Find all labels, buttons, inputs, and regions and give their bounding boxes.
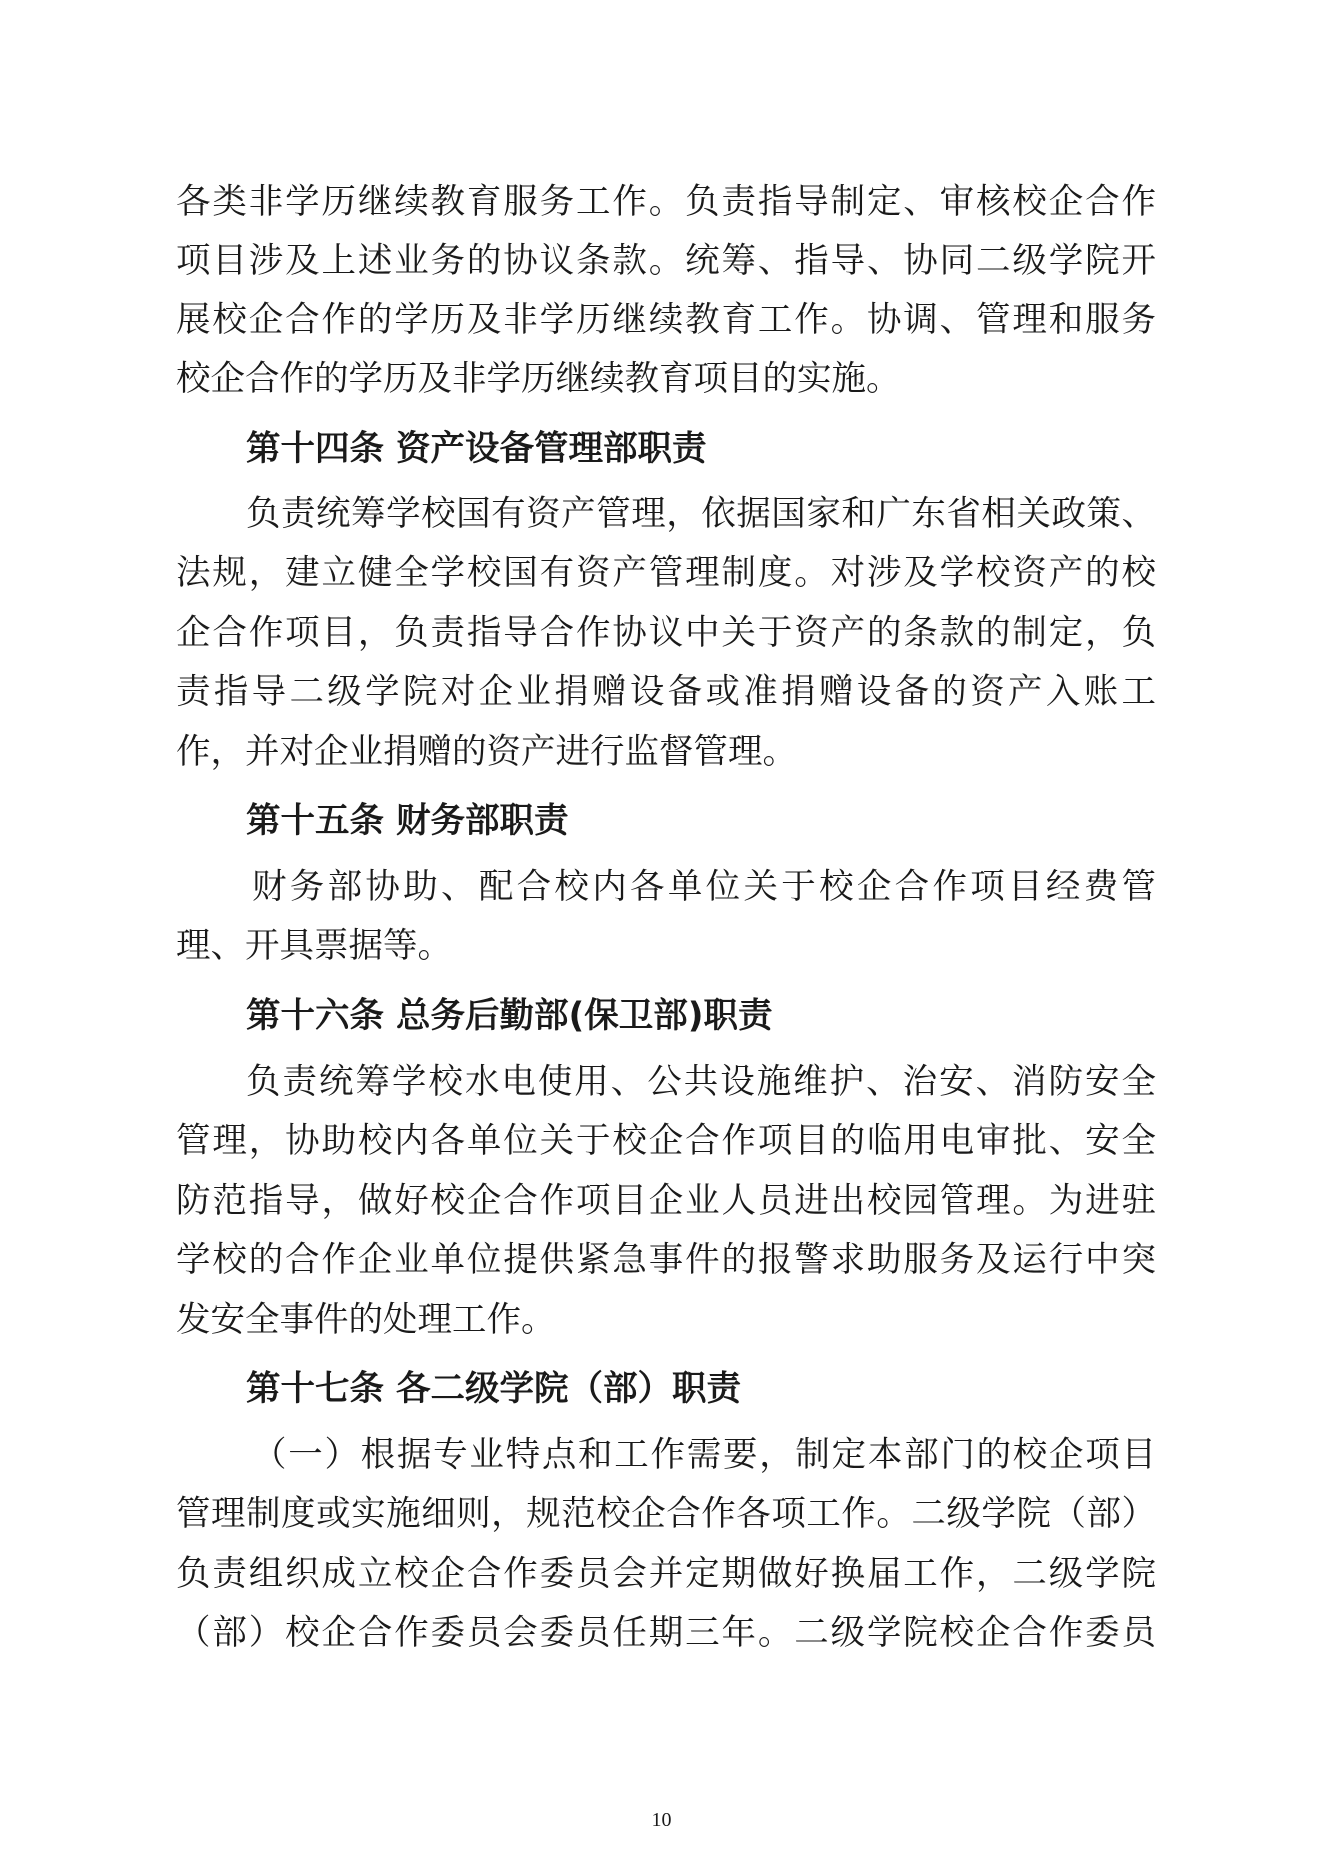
article-heading: 第十六条 总务后勤部(保卫部)职责	[246, 996, 773, 1036]
body-text-line: （一）根据专业特点和工作需要，制定本部门的校企项目	[252, 1435, 1156, 1475]
body-text-line: （部）校企合作委员会委员任期三年。二级学院校企合作委员	[176, 1613, 1156, 1653]
article-heading: 第十四条 资产设备管理部职责	[246, 429, 707, 469]
body-text-line: 作，并对企业捐赠的资产进行监督管理。	[176, 732, 797, 772]
page-number: 10	[651, 1809, 672, 1831]
body-text-line: 管理，协助校内各单位关于校企合作项目的临用电审批、安全	[176, 1121, 1156, 1161]
body-text-line: 理、开具票据等。	[176, 926, 452, 966]
body-text-line: 负责统筹学校水电使用、公共设施维护、治安、消防安全	[246, 1062, 1156, 1102]
body-text-line: 责指导二级学院对企业捐赠设备或准捐赠设备的资产入账工	[176, 672, 1156, 712]
article-heading: 第十五条 财务部职责	[246, 801, 569, 841]
body-text-line: 发安全事件的处理工作。	[176, 1300, 556, 1340]
body-text-line: 学校的合作企业单位提供紧急事件的报警求助服务及运行中突	[176, 1240, 1156, 1280]
body-text-line: 各类非学历继续教育服务工作。负责指导制定、审核校企合作	[176, 182, 1156, 222]
body-text-line: 负责组织成立校企合作委员会并定期做好换届工作，二级学院	[176, 1554, 1156, 1594]
body-text-line: 企合作项目，负责指导合作协议中关于资产的条款的制定，负	[176, 613, 1156, 653]
body-text-line: 财务部协助、配合校内各单位关于校企合作项目经费管	[252, 867, 1156, 907]
body-text-line: 校企合作的学历及非学历继续教育项目的实施。	[176, 359, 901, 399]
body-text-line: 项目涉及上述业务的协议条款。统筹、指导、协同二级学院开	[176, 241, 1156, 281]
body-text-line: 法规，建立健全学校国有资产管理制度。对涉及学校资产的校	[176, 553, 1156, 593]
body-text-line: 展校企合作的学历及非学历继续教育工作。协调、管理和服务	[176, 300, 1156, 340]
body-text-line: 防范指导，做好校企合作项目企业人员进出校园管理。为进驻	[176, 1181, 1156, 1221]
article-heading: 第十七条 各二级学院（部）职责	[246, 1369, 742, 1409]
body-text-line: 管理制度或实施细则，规范校企合作各项工作。二级学院（部）	[176, 1494, 1156, 1534]
body-text-line: 负责统筹学校国有资产管理，依据国家和广东省相关政策、	[246, 494, 1156, 534]
